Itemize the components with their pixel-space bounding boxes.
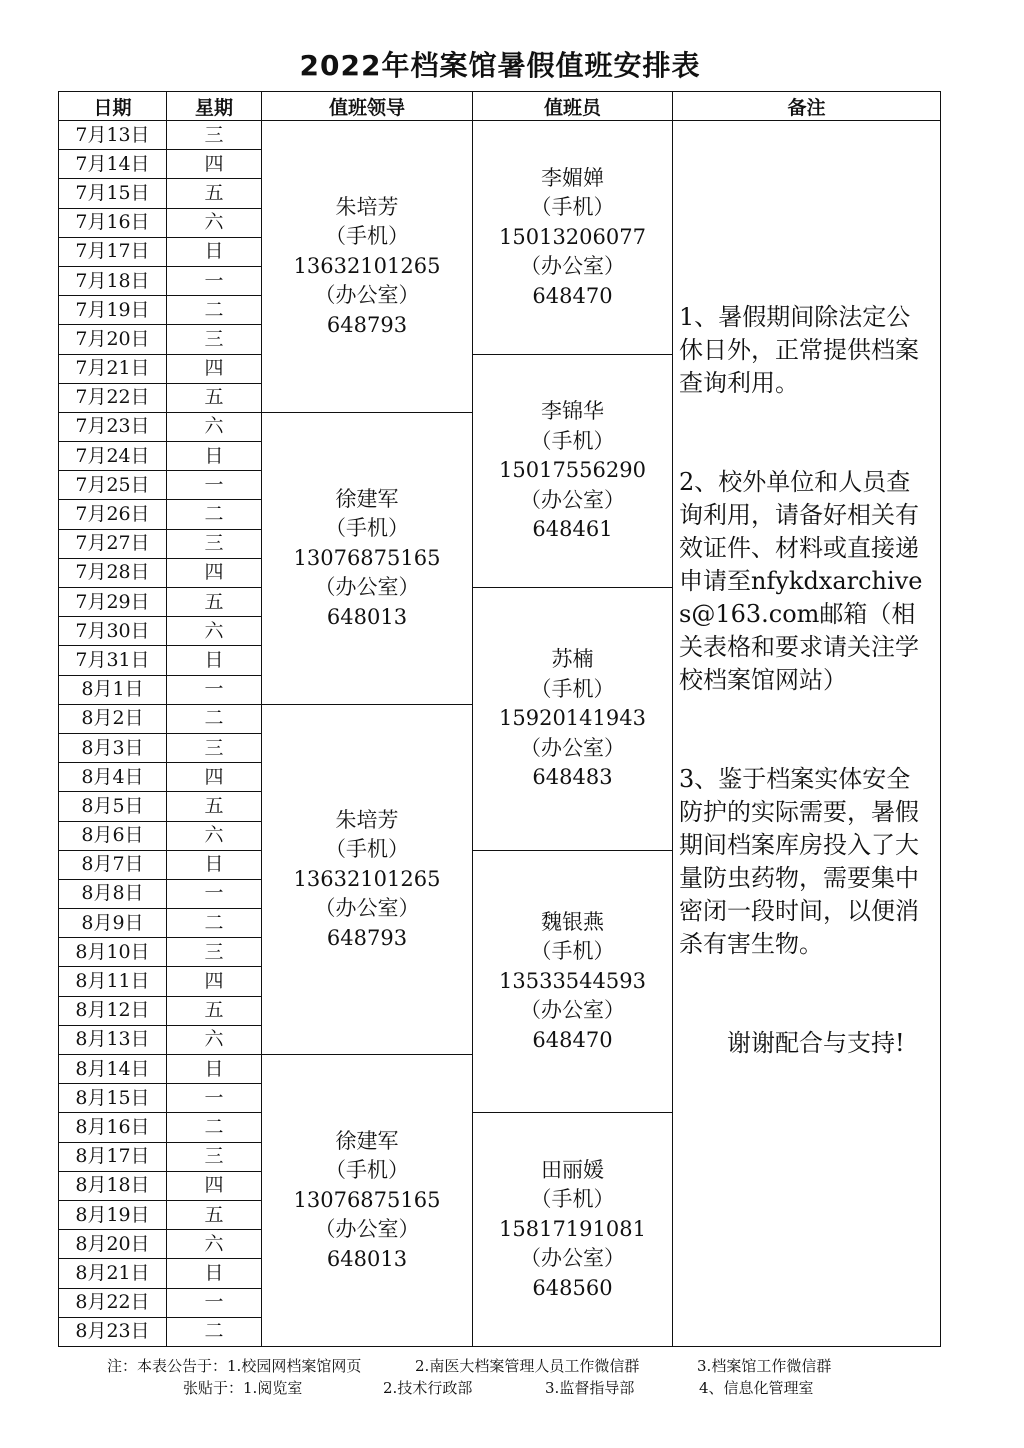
footer-posted-prefix: 注：本表公告于： — [107, 1357, 228, 1375]
weekday-cell: 五 — [167, 1200, 262, 1229]
footer-displayed-place-1: 1.阅览室 — [243, 1379, 303, 1397]
weekday-cell: 二 — [167, 500, 262, 529]
weekday-cell: 日 — [167, 237, 262, 266]
staff-mobile: 15013206077 — [499, 224, 646, 249]
weekday-cell: 四 — [167, 354, 262, 383]
duty-schedule-table — [58, 91, 941, 1347]
date-cell: 8月7日 — [59, 850, 167, 879]
staff-office-label: （办公室） — [520, 998, 625, 1023]
staff-mobile-label: （手机） — [530, 1187, 615, 1212]
weekday-cell: 日 — [167, 1259, 262, 1288]
date-cell: 7月19日 — [59, 296, 167, 325]
leader-office-label: （办公室） — [314, 896, 420, 921]
page-title: 2022年档案馆暑假值班安排表 — [299, 49, 701, 82]
staff-office: 648483 — [532, 765, 613, 790]
weekday-cell: 二 — [167, 909, 262, 938]
weekday-cell: 五 — [167, 588, 262, 617]
weekday-cell: 四 — [167, 967, 262, 996]
header-notes: 备注 — [673, 92, 941, 121]
date-cell: 7月29日 — [59, 588, 167, 617]
date-cell: 7月20日 — [59, 325, 167, 354]
staff-name: 苏楠 — [551, 647, 594, 672]
date-cell: 7月18日 — [59, 266, 167, 295]
staff-office: 648461 — [532, 517, 613, 541]
weekday-cell: 六 — [167, 208, 262, 237]
weekday-cell: 四 — [167, 558, 262, 587]
leader-mobile: 13632101265 — [293, 253, 441, 278]
weekday-cell: 三 — [167, 121, 262, 150]
weekday-cell: 二 — [167, 1113, 262, 1142]
leader-office-label: （办公室） — [314, 575, 420, 600]
footer-displayed-place-2: 2.技术行政部 — [383, 1379, 473, 1397]
leader-office: 648013 — [326, 604, 408, 629]
date-cell: 7月31日 — [59, 646, 167, 675]
date-cell: 8月23日 — [59, 1317, 167, 1346]
date-cell: 7月24日 — [59, 442, 167, 471]
leader-mobile-label: （手机） — [325, 837, 409, 862]
date-cell: 8月8日 — [59, 879, 167, 908]
date-cell: 7月25日 — [59, 471, 167, 500]
date-cell: 8月21日 — [59, 1259, 167, 1288]
weekday-cell: 五 — [167, 383, 262, 412]
notes-item-1: 1、暑假期间除法定公休日外，正常提供档案查询利用。 — [679, 303, 919, 397]
staff-cell — [473, 1113, 673, 1347]
leader-name: 朱培芳 — [335, 194, 399, 219]
staff-office: 648470 — [532, 283, 613, 308]
leader-mobile-label: （手机） — [325, 516, 409, 541]
date-cell: 8月11日 — [59, 967, 167, 996]
weekday-cell: 四 — [167, 763, 262, 792]
staff-mobile: 13533544593 — [499, 968, 646, 993]
leader-name: 朱培芳 — [335, 807, 399, 832]
header-leader: 值班领导 — [262, 92, 473, 121]
footer-posted-channel-2: 2.南医大档案管理人员工作微信群 — [415, 1357, 640, 1375]
staff-cell — [473, 121, 673, 355]
leader-office: 648793 — [326, 925, 408, 950]
staff-name: 李媚婵 — [541, 165, 604, 190]
footer-displayed-place-4: 4、信息化管理室 — [699, 1379, 814, 1397]
table-header-row — [59, 92, 941, 121]
leader-cell — [262, 1055, 473, 1347]
leader-office: 648793 — [326, 312, 408, 337]
staff-mobile: 15920141943 — [499, 706, 646, 731]
weekday-cell: 一 — [167, 471, 262, 500]
staff-mobile-label: （手机） — [530, 939, 615, 964]
date-cell: 8月5日 — [59, 792, 167, 821]
date-cell: 7月21日 — [59, 354, 167, 383]
weekday-cell: 三 — [167, 938, 262, 967]
date-cell: 7月13日 — [59, 121, 167, 150]
date-cell: 7月30日 — [59, 617, 167, 646]
staff-mobile-label: （手机） — [530, 428, 615, 453]
date-cell: 8月6日 — [59, 821, 167, 850]
weekday-cell: 一 — [167, 879, 262, 908]
leader-name: 徐建军 — [335, 1128, 399, 1153]
notes-item-3: 3、鉴于档案实体安全防护的实际需要，暑假期间档案库房投入了大量防虫药物，需要集中密闭一段时间，以便消杀有害生物。 — [679, 765, 919, 958]
footer-posted-channel-1: 1.校园网档案馆网页 — [227, 1357, 362, 1375]
date-cell: 8月17日 — [59, 1142, 167, 1171]
weekday-cell: 三 — [167, 1142, 262, 1171]
weekday-cell: 六 — [167, 1230, 262, 1259]
staff-name: 田丽媛 — [541, 1157, 604, 1182]
date-cell: 8月19日 — [59, 1200, 167, 1229]
weekday-cell: 三 — [167, 733, 262, 762]
date-cell: 7月16日 — [59, 208, 167, 237]
weekday-cell: 三 — [167, 529, 262, 558]
date-cell: 7月17日 — [59, 237, 167, 266]
weekday-cell: 二 — [167, 704, 262, 733]
weekday-cell: 四 — [167, 150, 262, 179]
date-cell: 7月15日 — [59, 179, 167, 208]
staff-mobile: 15817191081 — [499, 1216, 646, 1241]
weekday-cell: 一 — [167, 266, 262, 295]
staff-name: 魏银燕 — [541, 909, 604, 934]
date-cell: 8月18日 — [59, 1171, 167, 1200]
weekday-cell: 六 — [167, 821, 262, 850]
date-cell: 8月4日 — [59, 763, 167, 792]
date-cell: 8月13日 — [59, 1025, 167, 1054]
staff-office: 648560 — [532, 1275, 613, 1300]
staff-name: 李锦华 — [541, 399, 604, 423]
leader-mobile: 13632101265 — [293, 866, 441, 891]
weekday-cell: 日 — [167, 850, 262, 879]
date-cell: 8月15日 — [59, 1084, 167, 1113]
leader-office-label: （办公室） — [314, 283, 420, 308]
staff-mobile: 15017556290 — [499, 458, 646, 482]
leader-office-label: （办公室） — [314, 1217, 420, 1242]
leader-cell — [262, 121, 473, 413]
weekday-cell: 二 — [167, 1317, 262, 1346]
staff-office-label: （办公室） — [520, 254, 625, 278]
date-cell: 7月27日 — [59, 529, 167, 558]
staff-mobile-label: （手机） — [530, 195, 615, 219]
footer-displayed-line — [183, 1378, 1024, 1398]
date-cell: 7月28日 — [59, 558, 167, 587]
weekday-cell: 六 — [167, 1025, 262, 1054]
staff-office: 648470 — [532, 1027, 613, 1052]
staff-office-label: （办公室） — [520, 487, 625, 512]
staff-cell — [473, 588, 673, 851]
footer-posted-line — [107, 1356, 1024, 1376]
leader-name: 徐建军 — [335, 486, 399, 511]
weekday-cell: 五 — [167, 179, 262, 208]
date-cell: 8月10日 — [59, 938, 167, 967]
weekday-cell: 日 — [167, 646, 262, 675]
weekday-cell: 四 — [167, 1171, 262, 1200]
header-weekday: 星期 — [167, 92, 262, 121]
leader-office: 648013 — [326, 1246, 408, 1271]
staff-office-label: （办公室） — [520, 1246, 625, 1271]
weekday-cell: 一 — [167, 675, 262, 704]
date-cell: 8月2日 — [59, 704, 167, 733]
leader-cell — [262, 412, 473, 704]
staff-office-label: （办公室） — [520, 735, 625, 760]
table-body — [59, 121, 941, 1347]
leader-mobile-label: （手机） — [325, 224, 409, 249]
date-cell: 8月14日 — [59, 1055, 167, 1084]
notes-thanks: 谢谢配合与支持! — [727, 1029, 905, 1057]
date-cell: 8月9日 — [59, 909, 167, 938]
weekday-cell: 日 — [167, 442, 262, 471]
leader-mobile: 13076875165 — [293, 1187, 441, 1212]
date-cell: 8月1日 — [59, 675, 167, 704]
date-cell: 8月20日 — [59, 1230, 167, 1259]
weekday-cell: 三 — [167, 325, 262, 354]
leader-mobile-label: （手机） — [325, 1158, 409, 1183]
date-cell: 8月3日 — [59, 733, 167, 762]
date-cell: 7月14日 — [59, 150, 167, 179]
date-cell: 7月23日 — [59, 412, 167, 441]
leader-mobile: 13076875165 — [293, 545, 441, 570]
header-staff: 值班员 — [473, 92, 673, 121]
footer-posted-channel-3: 3.档案馆工作微信群 — [697, 1357, 832, 1375]
weekday-cell: 六 — [167, 412, 262, 441]
weekday-cell: 日 — [167, 1055, 262, 1084]
weekday-cell: 六 — [167, 617, 262, 646]
footer-displayed-prefix: 张贴于： — [183, 1379, 244, 1397]
date-cell: 8月12日 — [59, 996, 167, 1025]
weekday-cell: 五 — [167, 792, 262, 821]
date-cell: 8月22日 — [59, 1288, 167, 1317]
weekday-cell: 五 — [167, 996, 262, 1025]
notes-item-2: 2、校外单位和人员查询利用，请备好相关有效证件、材料或直接递申请至nfykdxarchives@163.com邮箱（相关表格和要求请关注学校档案馆网站） — [679, 468, 923, 694]
weekday-cell: 二 — [167, 296, 262, 325]
date-cell: 7月26日 — [59, 500, 167, 529]
date-cell: 8月16日 — [59, 1113, 167, 1142]
weekday-cell: 一 — [167, 1288, 262, 1317]
staff-mobile-label: （手机） — [530, 676, 615, 701]
staff-cell — [473, 354, 673, 588]
leader-cell — [262, 704, 473, 1054]
footer-displayed-place-3: 3.监督指导部 — [545, 1379, 635, 1397]
notes-cell — [673, 121, 941, 1347]
staff-cell — [473, 850, 673, 1113]
table-row — [59, 121, 941, 150]
header-date: 日期 — [59, 92, 167, 121]
weekday-cell: 一 — [167, 1084, 262, 1113]
date-cell: 7月22日 — [59, 383, 167, 412]
